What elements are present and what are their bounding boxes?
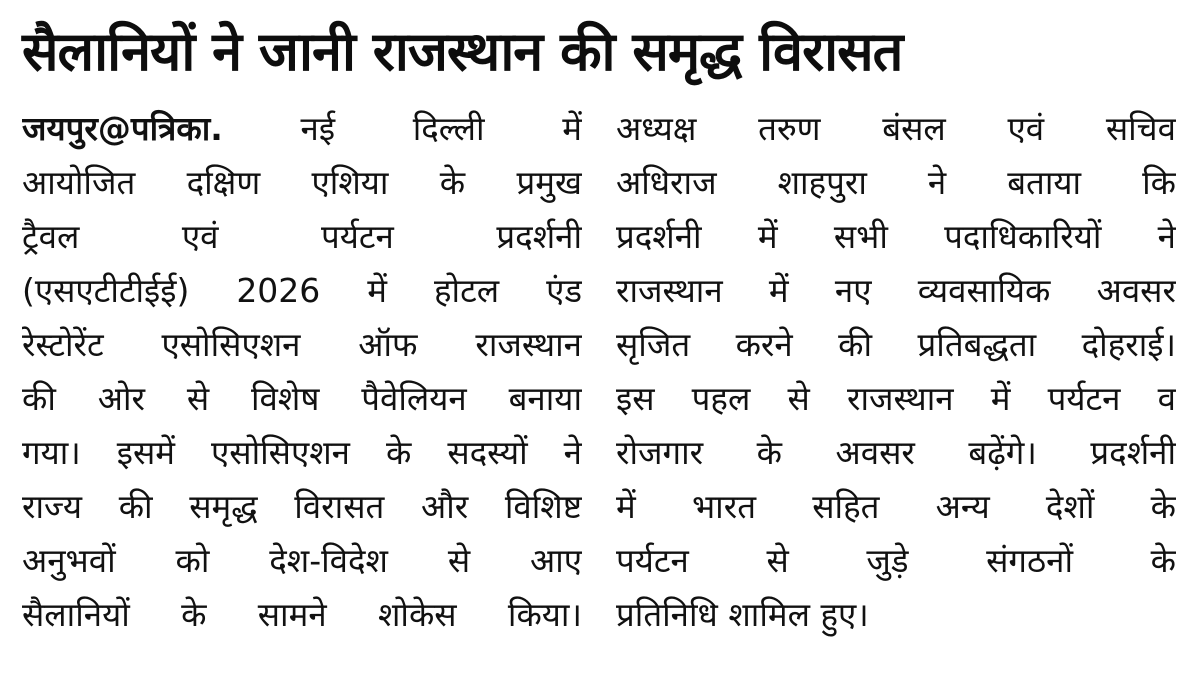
article-line: इस पहल से राजस्थान में पर्यटन व (616, 379, 1176, 418)
article-line: में भारत सहित अन्य देशों के (616, 487, 1176, 526)
article-line: सृजित करने की प्रतिबद्धता दोहराई। (616, 325, 1176, 364)
article-line: पर्यटन से जुड़े संगठनों के (616, 541, 1176, 580)
article-line: अध्यक्ष तरुण बंसल एवं सचिव (616, 109, 1176, 148)
article-line: सैलानियों के सामने शोकेस किया। (22, 595, 582, 634)
article-line: आयोजित दक्षिण एशिया के प्रमुख (22, 163, 582, 202)
headline: सैलानियों ने जानी राजस्थान की समृद्ध विरासत (22, 20, 903, 83)
article-line: अनुभवों को देश-विदेश से आए (22, 541, 582, 580)
right-column (616, 102, 1176, 642)
article-line: रेस्टोरेंट एसोसिएशन ऑफ राजस्थान (22, 325, 582, 364)
article-line-text: नई दिल्ली में (300, 109, 582, 148)
left-column (22, 102, 582, 642)
article-line: ट्रैवल एवं पर्यटन प्रदर्शनी (22, 217, 582, 256)
dateline: जयपुर@पत्रिका. (22, 109, 223, 148)
article-line: राज्य की समृद्ध विरासत और विशिष्ट (22, 487, 582, 526)
article-line: (एसएटीटीईई) 2026 में होटल एंड (22, 271, 582, 310)
article-line: राजस्थान में नए व्यवसायिक अवसर (616, 271, 1176, 310)
article-line: प्रतिनिधि शामिल हुए। (616, 595, 869, 634)
article-line: प्रदर्शनी में सभी पदाधिकारियों ने (616, 217, 1176, 256)
article-line: की ओर से विशेष पैवेलियन बनाया (22, 379, 582, 418)
article-line: गया। इसमें एसोसिएशन के सदस्यों ने (22, 433, 582, 472)
article-line: रोजगार के अवसर बढ़ेंगे। प्रदर्शनी (616, 433, 1176, 472)
article-line (22, 102, 582, 156)
article-line: अधिराज शाहपुरा ने बताया कि (616, 163, 1176, 202)
